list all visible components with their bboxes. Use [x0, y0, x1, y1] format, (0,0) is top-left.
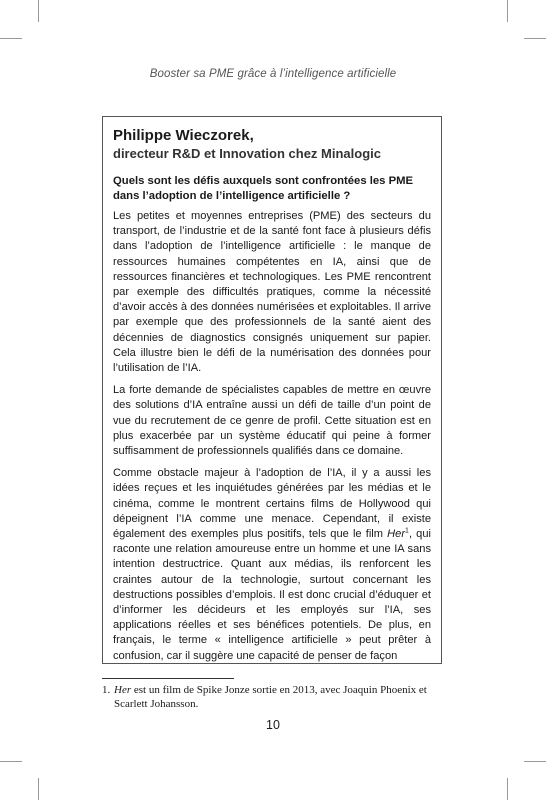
speaker-role: directeur R&D et Innovation chez Minalogic — [113, 146, 381, 161]
paragraph-3-text-after: , qui raconte une relation amoureuse entre un homme et une IA sans intention destructrice. Quant aux médias, ils renforcent les craintes autour de la technologie, surtout concernant les destructions possibles d’emplois. Il est donc crucial d’éduquer et d’informer les décideurs et les employés sur l’IA, ses applications réelles et ses bénéfices potentiels. De plus, en français, le terme « intelligence artificielle » peut prêter à confusion, car il suggère une capacité de penser de façon — [113, 528, 431, 662]
answer-paragraph-2: La forte demande de spécialistes capables de mettre en œuvre des solutions d’IA entraîne aussi un défi de taille d’un point de vue du recrutement de ce genre de profil. Cette situation est en plus exacerbée par un système éducatif qui peine à former suffisamment de professionnels qualifiés dans ce domaine. — [113, 384, 431, 458]
answer-paragraph-1: Les petites et moyennes entreprises (PME) des secteurs du transport, de l’industrie et de la santé font face à plusieurs défis dans l’adoption de l’intelligence artificielle : le manque de ressources humaines compétentes en IA, ainsi que de ressources financières et technologiques. Les PME rencontrent par exemple des difficultés pratiques, comme la nécessité d’avoir accès à des données numérisées et exploitables. Il arrive par exemple que des professionnels de la santé aient des décennies de diagnostics consignés uniquement sur papier. Cela illustre bien le défi de la numérisation des données pour l’utilisation de l’IA. — [113, 210, 431, 375]
footnote-film-title: Her — [114, 684, 132, 696]
interview-question: Quels sont les défis auxquels sont confrontées les PME dans l’adoption de l’intelligence artificielle ? — [113, 175, 414, 202]
page-number: 10 — [266, 718, 280, 732]
crop-mark — [507, 0, 508, 22]
footnote-line-2: Scarlett Johansson. — [114, 698, 199, 710]
footnote-reference[interactable]: 1 — [405, 527, 409, 535]
crop-mark — [507, 778, 508, 800]
speaker-name: Philippe Wieczorek, — [113, 127, 254, 144]
paragraph-3-text-before: Comme obstacle majeur à l’adoption de l’IA, il y a aussi les idées reçues et les inquiétudes générées par les médias et le cinéma, comme le montrent certains films de Hollywood qui dépeignent l’IA comme une menace. Cependant, il existe également des exemples plus positifs, tels que le film — [113, 467, 431, 541]
interview-box — [102, 116, 442, 664]
crop-mark — [524, 38, 546, 39]
footnote-line-1 — [102, 683, 442, 697]
crop-mark — [0, 38, 22, 39]
footnote-number: 1. — [102, 684, 111, 696]
running-header: Booster sa PME grâce à l’intelligence artificielle — [149, 68, 397, 80]
crop-mark — [38, 0, 39, 22]
footnote-rule — [102, 678, 234, 679]
answer-paragraph-3 — [113, 466, 431, 664]
crop-mark — [38, 778, 39, 800]
footnote-text-1: est un film de Spike Jonze sortie en 2013, avec Joaquin Phoenix et — [131, 684, 427, 696]
film-title: Her — [387, 528, 406, 541]
crop-mark — [0, 761, 22, 762]
footnote — [102, 683, 442, 711]
crop-mark — [524, 761, 546, 762]
